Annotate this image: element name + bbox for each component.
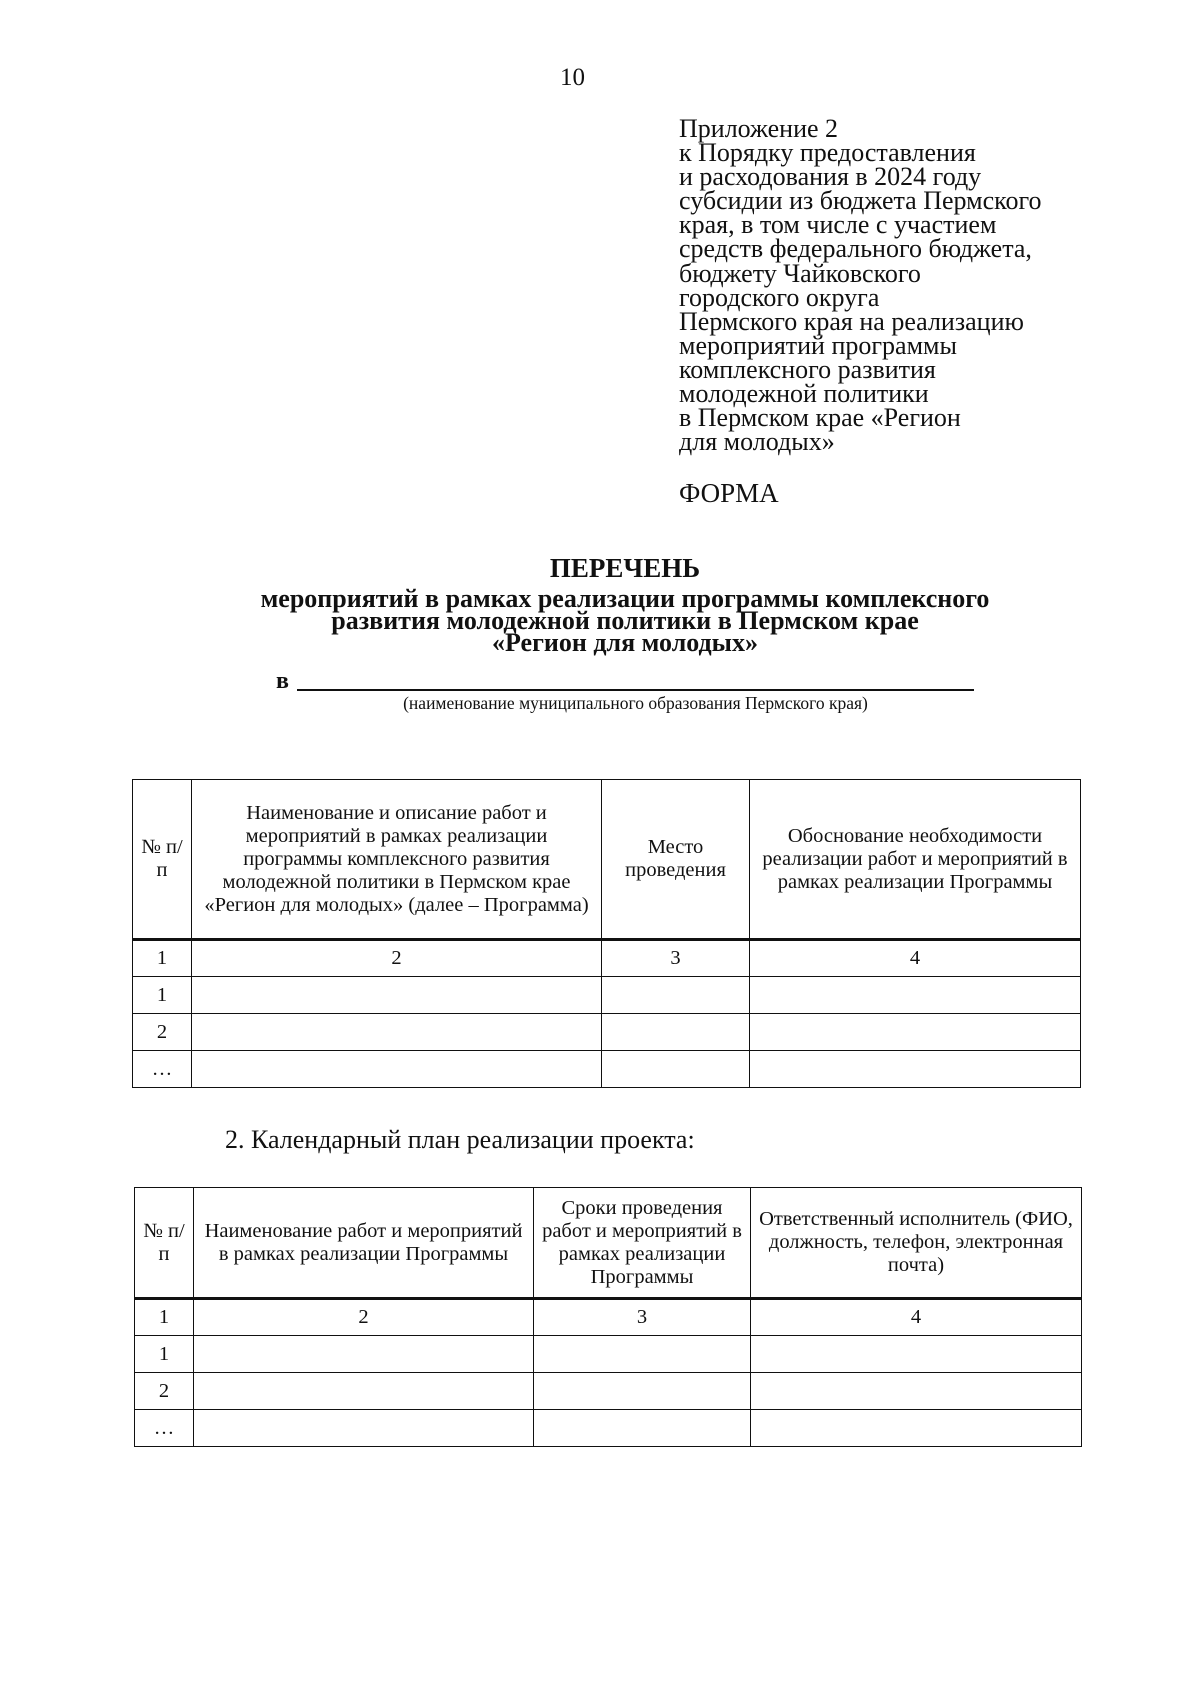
table-cell[interactable] — [534, 1336, 751, 1373]
table-row — [133, 977, 1081, 1014]
table-cell: 3 — [602, 940, 750, 977]
table-cell: 2 — [135, 1373, 194, 1410]
appendix-line: средств федерального бюджета, — [679, 234, 1032, 264]
table-cell: 4 — [751, 1299, 1082, 1336]
table-cell[interactable] — [192, 977, 602, 1014]
table-cell[interactable] — [192, 1014, 602, 1051]
column-header-justification: Обоснование необходимости реализации работ и мероприятий в рамках реализации Программы — [750, 780, 1081, 940]
municipality-fill-line[interactable] — [297, 689, 974, 691]
column-header-activity-name: Наименование и описание работ и мероприятий в рамках реализации программы комплексного развития молодежной политики в Пермском крае «Регион для молодых» (далее – Программа) — [192, 780, 602, 940]
column-header-number: № п/п — [133, 780, 192, 940]
table-cell[interactable] — [750, 1014, 1081, 1051]
section-heading: 2. Календарный план реализации проекта: — [225, 1125, 695, 1154]
table-header-row — [133, 780, 1081, 940]
table-cell[interactable] — [194, 1373, 534, 1410]
table-cell: 2 — [192, 940, 602, 977]
table-row — [135, 1299, 1082, 1336]
appendix-line: мероприятий программы — [679, 330, 957, 360]
table-cell: 3 — [534, 1299, 751, 1336]
appendix-line: к Порядку предоставления — [679, 138, 976, 168]
table-cell[interactable] — [602, 1051, 750, 1088]
activities-table — [132, 779, 1081, 1088]
municipality-prefix: в — [276, 668, 289, 694]
subtitle-line: развития молодежной политики в Пермском крае — [331, 606, 919, 635]
page-number: 10 — [560, 64, 585, 91]
table-cell: 1 — [133, 977, 192, 1014]
table-cell: 1 — [135, 1336, 194, 1373]
table-row — [133, 940, 1081, 977]
column-header-number: № п/п — [135, 1188, 194, 1299]
table-cell[interactable] — [602, 1014, 750, 1051]
table-row — [133, 1051, 1081, 1088]
table-cell: 2 — [133, 1014, 192, 1051]
table-row — [133, 1014, 1081, 1051]
table-cell: 1 — [135, 1299, 194, 1336]
table-cell[interactable] — [750, 1051, 1081, 1088]
appendix-line: бюджету Чайковского — [679, 258, 921, 288]
table-cell: … — [133, 1051, 192, 1088]
table-cell[interactable] — [194, 1336, 534, 1373]
municipality-caption: (наименование муниципального образования Пермского края) — [403, 693, 868, 713]
appendix-line: городского округа — [679, 282, 880, 312]
form-label: ФОРМА — [679, 478, 779, 508]
table-cell: 2 — [194, 1299, 534, 1336]
table-cell[interactable] — [751, 1410, 1082, 1447]
table-cell[interactable] — [534, 1410, 751, 1447]
appendix-line: Приложение 2 — [679, 114, 839, 143]
appendix-line: края, в том числе с участием — [679, 210, 997, 240]
table-cell[interactable] — [750, 977, 1081, 1014]
table-row — [135, 1336, 1082, 1373]
column-header-work-name: Наименование работ и мероприятий в рамках реализации Программы — [194, 1188, 534, 1299]
calendar-plan-table — [134, 1187, 1082, 1447]
table-cell[interactable] — [194, 1410, 534, 1447]
column-header-responsible: Ответственный исполнитель (ФИО, должность, телефон, электронная почта) — [751, 1188, 1082, 1299]
appendix-line: для молодых» — [679, 427, 835, 457]
column-header-deadlines: Сроки проведения работ и мероприятий в рамках реализации Программы — [534, 1188, 751, 1299]
table-cell: 1 — [133, 940, 192, 977]
appendix-reference — [679, 114, 1179, 457]
column-header-venue: Место проведения — [602, 780, 750, 940]
document-subtitle — [200, 584, 1050, 657]
table-cell[interactable] — [751, 1336, 1082, 1373]
appendix-line: молодежной политики — [679, 379, 929, 409]
appendix-line: в Пермском крае «Регион — [679, 403, 961, 433]
table-cell[interactable] — [751, 1373, 1082, 1410]
appendix-line: Пермского края на реализацию — [679, 306, 1024, 336]
table-header-row — [135, 1188, 1082, 1299]
appendix-line: комплексного развития — [679, 354, 936, 384]
table-cell[interactable] — [534, 1373, 751, 1410]
table-cell[interactable] — [602, 977, 750, 1014]
subtitle-line: «Регион для молодых» — [492, 628, 758, 657]
table-cell: … — [135, 1410, 194, 1447]
subtitle-line: мероприятий в рамках реализации программы комплексного — [260, 584, 990, 613]
document-title: ПЕРЕЧЕНЬ — [549, 553, 701, 583]
appendix-line: и расходования в 2024 году — [679, 162, 982, 192]
table-row — [135, 1410, 1082, 1447]
table-cell[interactable] — [192, 1051, 602, 1088]
appendix-line: субсидии из бюджета Пермского — [679, 186, 1042, 216]
table-row — [135, 1373, 1082, 1410]
table-cell: 4 — [750, 940, 1081, 977]
